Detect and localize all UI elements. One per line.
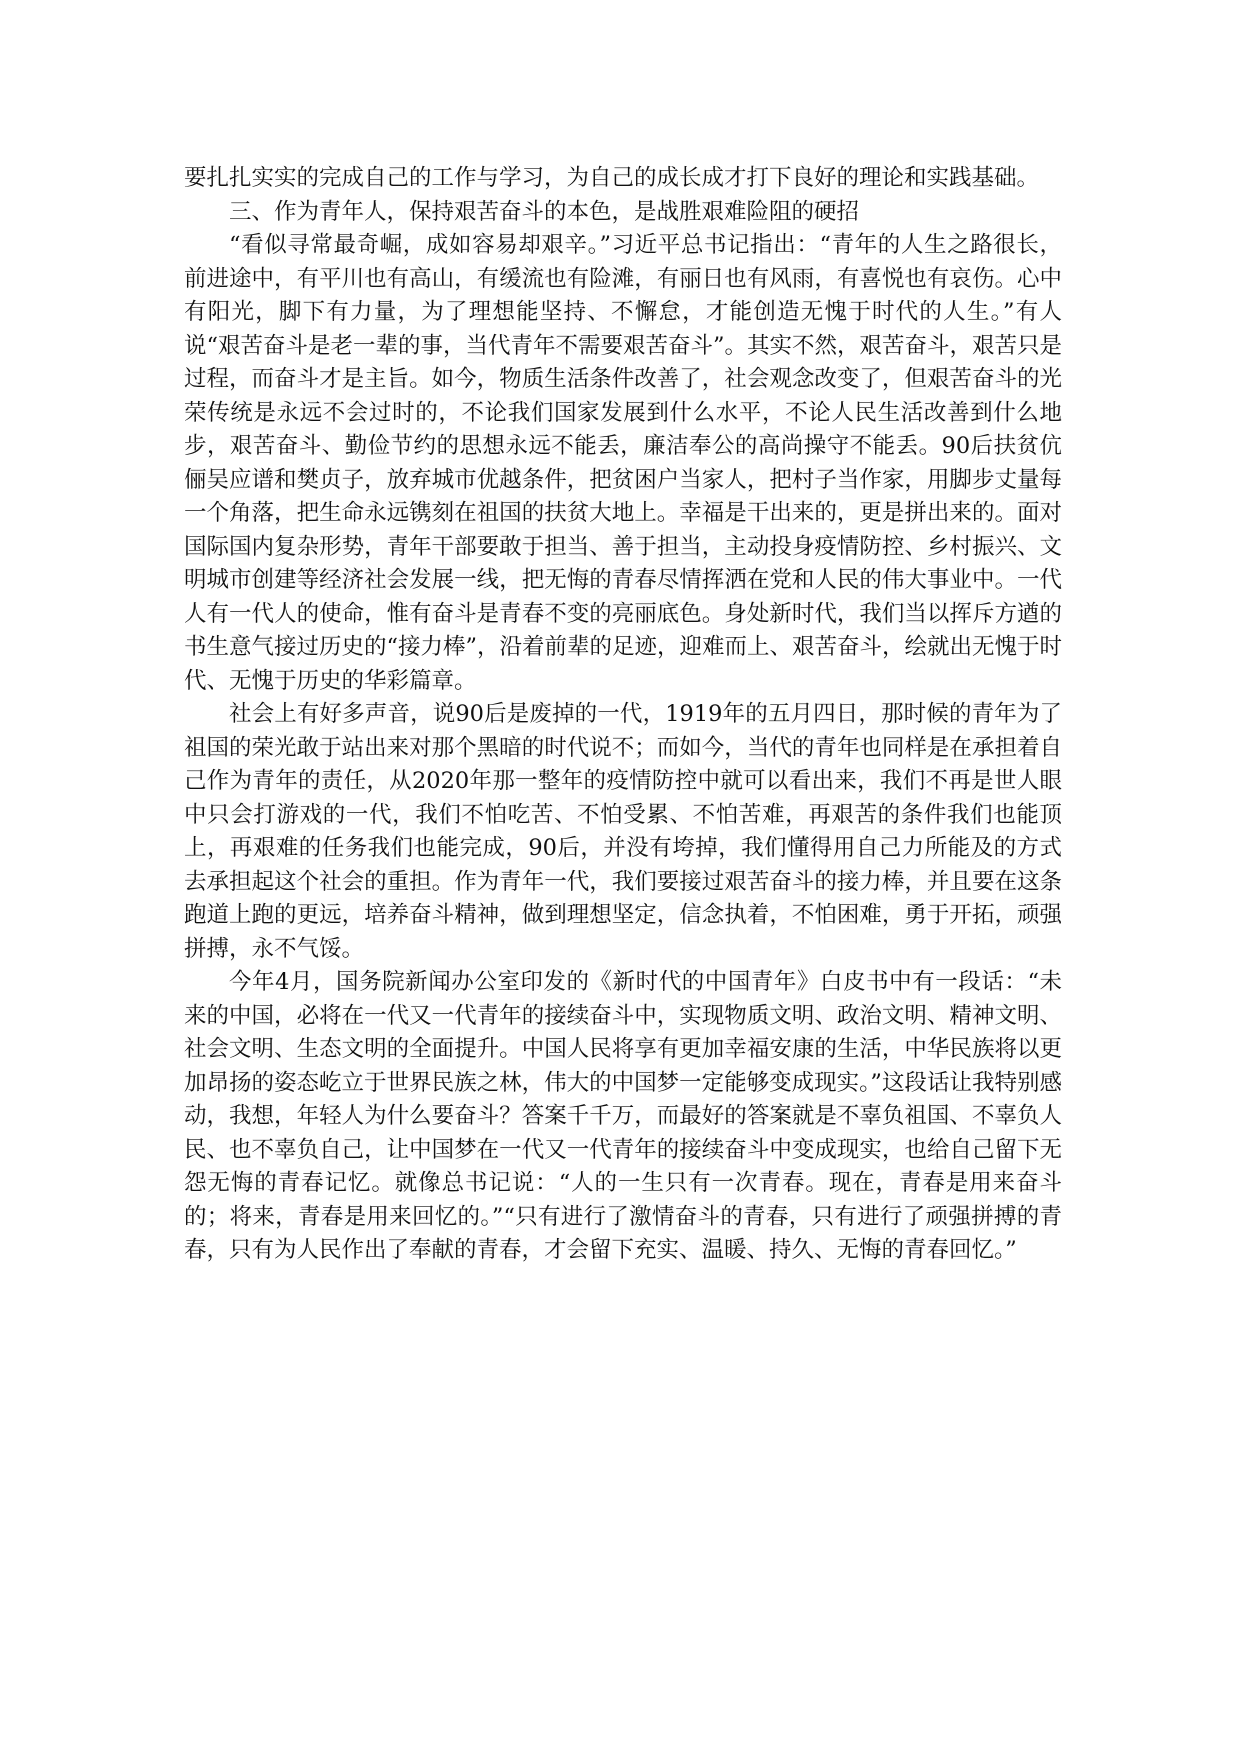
paragraph-hard-struggle: “看似寻常最奇崛，成如容易却艰辛。”习近平总书记指出：“青年的人生之路很长，前进途中，有平川也有高山，有缓流也有险滩，有丽日也有风雨，有喜悦也有哀伤。心中有阳光，脚下有力量，为了理想能坚持、不懈怠，才能创造无愧于时代的人生。”有人说“艰苦奋斗是老一辈的事，当代青年不需要艰苦奋斗”。其实不然，艰苦奋斗，艰苦只是过程，而奋斗才是主旨。如今，物质生活条件改善了，社会观念改变了，但艰苦奋斗的光荣传统是永远不会过时的，不论我们国家发展到什么水平，不论人民生活改善到什么地步，艰苦奋斗、勤俭节约的思想永远不能丢，廉洁奉公的高尚操守不能丢。90后扶贫伉俪吴应谱和樊贞子，放弃城市优越条件，把贫困户当家人，把村子当作家，用脚步丈量每一个角落，把生命永远镌刻在祖国的扶贫大地上。幸福是干出来的，更是拼出来的。面对国际国内复杂形势，青年干部要敢于担当、善于担当，主动投身疫情防控、乡村振兴、文明城市创建等经济社会发展一线，把无悔的青春尽情挥洒在党和人民的伟大事业中。一代人有一代人的使命，惟有奋斗是青春不变的亮丽底色。身处新时代，我们当以挥斥方遒的书生意气接过历史的“接力棒”，沿着前辈的足迹，迎难而上、艰苦奋斗，绘就出无愧于时代、无愧于历史的华彩篇章。 xyxy=(184,232,1063,694)
paragraph-post-90s: 社会上有好多声音，说90后是废掉的一代，1919年的五月四日，那时候的青年为了祖国的荣光敢于站出来对那个黑暗的时代说不；而如今，当代的青年也同样是在承担着自己作为青年的责任，从2020年那一整年的疫情防控中就可以看出来，我们不再是世人眼中只会打游戏的一代，我们不怕吃苦、不怕受累、不怕苦难，再艰苦的条件我们也能顶上，再艰难的任务我们也能完成，90后，并没有垮掉，我们懂得用自己力所能及的方式去承担起这个社会的重担。作为青年一代，我们要接过艰苦奋斗的接力棒，并且要在这条跑道上跑的更远，培养奋斗精神，做到理想坚定，信念执着，不怕困难，勇于开拓，顽强拼搏，永不气馁。 xyxy=(184,701,1062,962)
paragraph-white-paper: 今年4月，国务院新闻办公室印发的《新时代的中国青年》白皮书中有一段话：“未来的中国，必将在一代又一代青年的接续奋斗中，实现物质文明、政治文明、精神文明、社会文明、生态文明的全面提升。中国人民将享有更加幸福安康的生活，中华民族将以更加昂扬的姿态屹立于世界民族之林，伟大的中国梦一定能够变成现实。”这段话让我特别感动，我想，年轻人为什么要奋斗？答案千千万，而最好的答案就是不辜负祖国、不辜负人民、也不辜负自己，让中国梦在一代又一代青年的接续奋斗中变成现实，也给自己留下无怨无悔的青春记忆。就像总书记说：“人的一生只有一次青春。现在，青春是用来奋斗的；将来，青春是用来回忆的。”“只有进行了激情奋斗的青春，只有进行了顽强拼搏的青春，只有为人民作出了奉献的青春，才会留下充实、温暖、持久、无悔的青春回忆。” xyxy=(184,969,1062,1263)
paragraph-continuation: 要扎扎实实的完成自己的工作与学习，为自己的成长成才打下良好的理论和实践基础。 xyxy=(184,165,1040,191)
document-page xyxy=(184,162,1062,1268)
section-heading: 三、作为青年人，保持艰苦奋斗的本色，是战胜艰难险阻的硬招 xyxy=(229,198,860,225)
